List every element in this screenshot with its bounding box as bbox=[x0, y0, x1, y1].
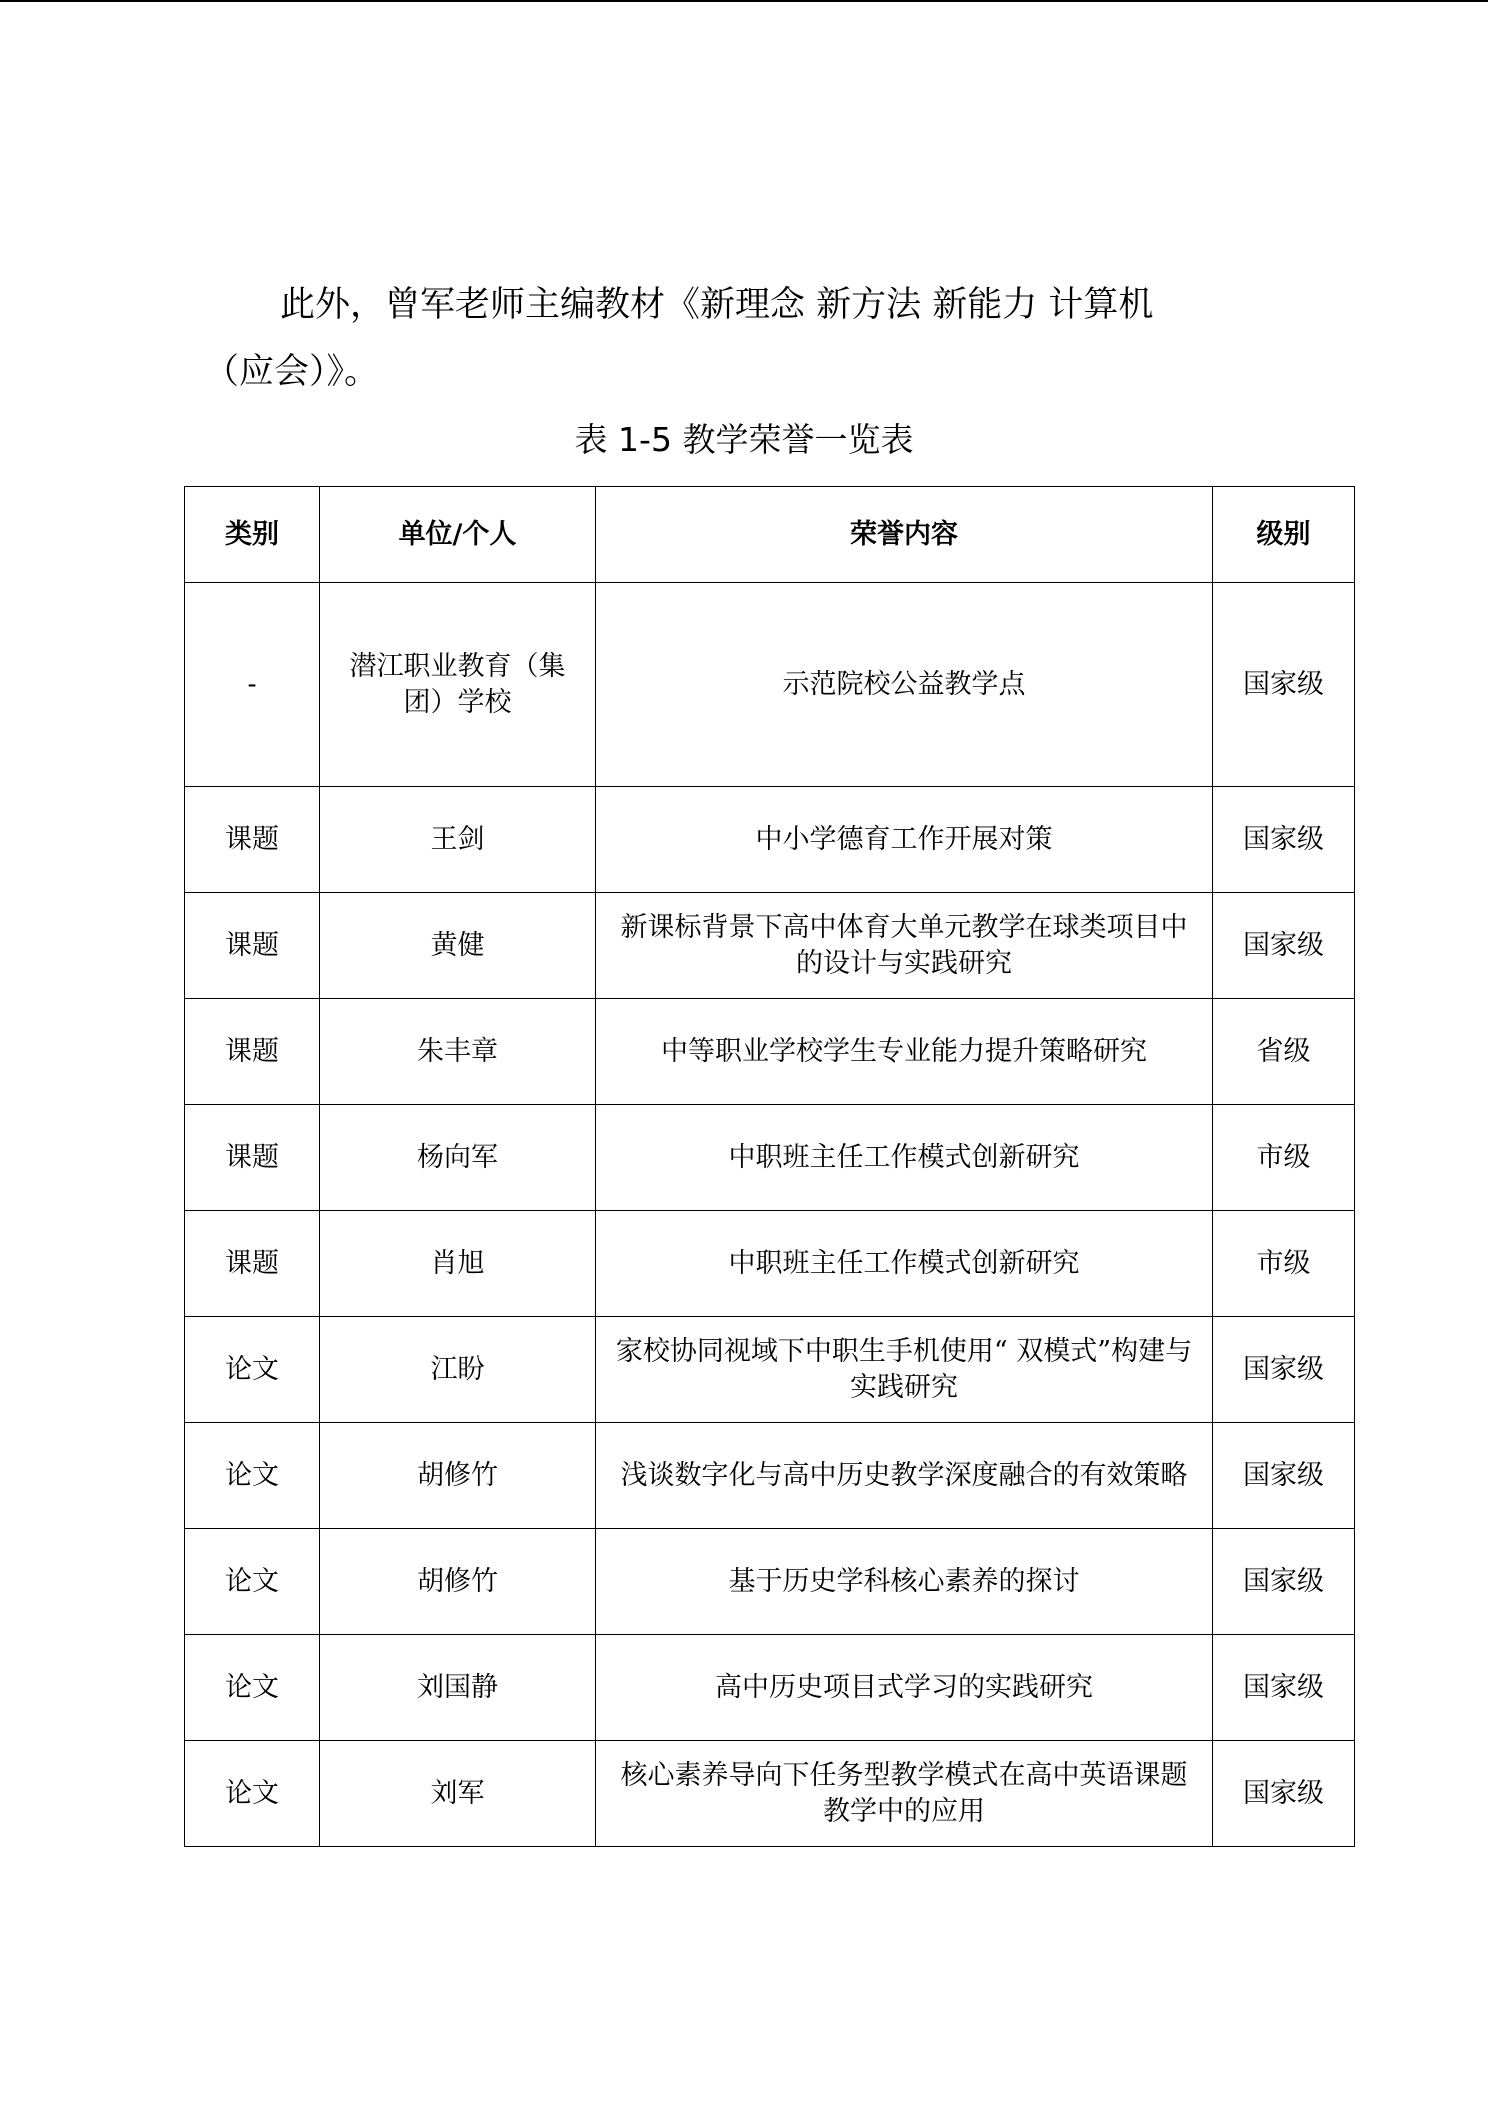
cell-content: 中职班主任工作模式创新研究 bbox=[596, 1105, 1213, 1211]
cell-level: 省级 bbox=[1213, 999, 1355, 1105]
cell-unit: 肖旭 bbox=[320, 1211, 596, 1317]
cell-category: 课题 bbox=[185, 1211, 320, 1317]
table-row bbox=[185, 893, 1355, 999]
cell-level: 市级 bbox=[1213, 1105, 1355, 1211]
cell-category: 课题 bbox=[185, 893, 320, 999]
cell-category: 课题 bbox=[185, 1105, 320, 1211]
cell-unit: 杨向军 bbox=[320, 1105, 596, 1211]
table-caption bbox=[0, 415, 1488, 465]
cell-unit: 朱丰章 bbox=[320, 999, 596, 1105]
cell-content: 示范院校公益教学点 bbox=[596, 583, 1213, 787]
table-row bbox=[185, 1635, 1355, 1741]
cell-unit: 刘国静 bbox=[320, 1635, 596, 1741]
cell-level: 国家级 bbox=[1213, 1317, 1355, 1423]
body-paragraph bbox=[204, 272, 1324, 406]
table-row bbox=[185, 1423, 1355, 1529]
cell-category: 论文 bbox=[185, 1423, 320, 1529]
cell-level: 市级 bbox=[1213, 1211, 1355, 1317]
header-category: 类别 bbox=[185, 487, 320, 583]
cell-level: 国家级 bbox=[1213, 1635, 1355, 1741]
cell-content: 高中历史项目式学习的实践研究 bbox=[596, 1635, 1213, 1741]
paragraph-line-1: 此外，曾军老师主编教材《新理念 新方法 新能力 计算机 bbox=[280, 285, 1154, 325]
cell-category: 论文 bbox=[185, 1635, 320, 1741]
cell-unit: 黄健 bbox=[320, 893, 596, 999]
cell-level: 国家级 bbox=[1213, 1423, 1355, 1529]
table-row bbox=[185, 1105, 1355, 1211]
cell-level: 国家级 bbox=[1213, 787, 1355, 893]
page-top-border bbox=[0, 0, 1488, 2]
table-row bbox=[185, 1317, 1355, 1423]
cell-level: 国家级 bbox=[1213, 893, 1355, 999]
cell-level: 国家级 bbox=[1213, 1741, 1355, 1847]
cell-unit: 胡修竹 bbox=[320, 1423, 596, 1529]
cell-content: 浅谈数字化与高中历史教学深度融合的有效策略 bbox=[596, 1423, 1213, 1529]
cell-content: 中等职业学校学生专业能力提升策略研究 bbox=[596, 999, 1213, 1105]
honors-table bbox=[184, 486, 1355, 1847]
cell-category: - bbox=[185, 583, 320, 787]
cell-unit: 潜江职业教育（集团）学校 bbox=[320, 583, 596, 787]
cell-unit: 刘军 bbox=[320, 1741, 596, 1847]
header-level: 级别 bbox=[1213, 487, 1355, 583]
cell-level: 国家级 bbox=[1213, 583, 1355, 787]
cell-category: 论文 bbox=[185, 1741, 320, 1847]
cell-category: 课题 bbox=[185, 999, 320, 1105]
caption-title: 教学荣誉一览表 bbox=[671, 420, 914, 459]
caption-number: 1-5 bbox=[618, 420, 672, 459]
table-row bbox=[185, 999, 1355, 1105]
table-header-row bbox=[185, 487, 1355, 583]
cell-content: 中小学德育工作开展对策 bbox=[596, 787, 1213, 893]
cell-content: 核心素养导向下任务型教学模式在高中英语课题教学中的应用 bbox=[596, 1741, 1213, 1847]
table-row bbox=[185, 1529, 1355, 1635]
table-row bbox=[185, 1211, 1355, 1317]
cell-category: 论文 bbox=[185, 1317, 320, 1423]
table-row bbox=[185, 1741, 1355, 1847]
cell-category: 课题 bbox=[185, 787, 320, 893]
cell-content: 家校协同视域下中职生手机使用“ 双模式”构建与实践研究 bbox=[596, 1317, 1213, 1423]
cell-content: 中职班主任工作模式创新研究 bbox=[596, 1211, 1213, 1317]
cell-unit: 胡修竹 bbox=[320, 1529, 596, 1635]
header-unit: 单位/个人 bbox=[320, 487, 596, 583]
cell-category: 论文 bbox=[185, 1529, 320, 1635]
header-content: 荣誉内容 bbox=[596, 487, 1213, 583]
cell-content: 基于历史学科核心素养的探讨 bbox=[596, 1529, 1213, 1635]
cell-content: 新课标背景下高中体育大单元教学在球类项目中的设计与实践研究 bbox=[596, 893, 1213, 999]
cell-unit: 江盼 bbox=[320, 1317, 596, 1423]
paragraph-line-2: （应会）》。 bbox=[204, 352, 380, 392]
cell-level: 国家级 bbox=[1213, 1529, 1355, 1635]
table-row bbox=[185, 787, 1355, 893]
cell-unit: 王剑 bbox=[320, 787, 596, 893]
caption-prefix: 表 bbox=[574, 420, 619, 459]
table-row bbox=[185, 583, 1355, 787]
